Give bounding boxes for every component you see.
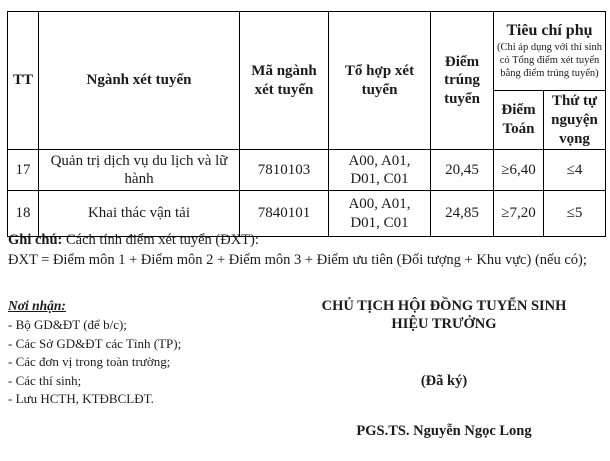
admission-scores-table: [7, 11, 606, 237]
recipients-section: [8, 296, 278, 408]
table-header-row: [8, 12, 606, 91]
cell-thu-tu: ≤4: [544, 150, 606, 191]
cell-diem: 20,45: [431, 150, 494, 191]
signature-title-line2: HIỆU TRƯỞNG: [391, 316, 497, 333]
cell-tt: 17: [8, 150, 39, 191]
cell-nganh: Quản trị dịch vụ du lịch và lữ hành: [39, 150, 240, 191]
col-header-nganh: Ngành xét tuyển: [39, 12, 240, 150]
cell-thu-tu: ≤5: [544, 191, 606, 237]
signature-title-line1: CHỦ TỊCH HỘI ĐỒNG TUYỂN SINH: [321, 298, 567, 314]
cell-to-hop: A00, A01, D01, C01: [329, 191, 431, 237]
table-row: [8, 191, 606, 237]
tieu-chi-phu-note: (Chỉ áp dụng với thí sinh có Tổng điểm xét tuyển bằng điểm trúng tuyển): [497, 41, 603, 79]
recipient-item: - Các Sở GD&ĐT các Tỉnh (TP);: [8, 335, 182, 351]
col-header-diem-trung-tuyen: Điểm trúng tuyển: [431, 12, 494, 150]
col-header-ma-nganh: Mã ngành xét tuyển: [240, 12, 329, 150]
cell-diem-toan: ≥7,20: [494, 191, 544, 237]
cell-ma-nganh: 7810103: [240, 150, 329, 191]
cell-tt: 18: [8, 191, 39, 237]
ghi-chu-text: Cách tính điểm xét tuyển (ĐXT):: [62, 232, 259, 248]
col-header-thu-tu-nguyen-vong: Thứ tự nguyện vọng: [544, 91, 606, 150]
cell-nganh: Khai thác vận tải: [39, 191, 240, 237]
col-header-diem-toan: Điểm Toán: [494, 91, 544, 150]
cell-ma-nganh: 7840101: [240, 191, 329, 237]
notes-line-1: [8, 231, 606, 251]
cell-to-hop: A00, A01, D01, C01: [329, 150, 431, 191]
recipient-item: - Lưu HCTH, KTĐBCLĐT.: [8, 390, 154, 406]
table-row: [8, 150, 606, 191]
col-header-to-hop: Tổ hợp xét tuyển: [329, 12, 431, 150]
cell-diem-toan: ≥6,40: [494, 150, 544, 191]
notes-section: [8, 231, 606, 270]
recipient-item: - Các đơn vị trong toàn trường;: [8, 354, 171, 370]
recipient-item: - Các thí sinh;: [8, 372, 82, 388]
cell-diem: 24,85: [431, 191, 494, 237]
signature-section: [283, 297, 605, 440]
signer-name: PGS.TS. Nguyễn Ngọc Long: [356, 423, 532, 440]
recipient-item: - Bộ GD&ĐT (để b/c);: [8, 317, 127, 333]
notes-formula: ĐXT = Điểm môn 1 + Điểm môn 2 + Điểm môn 3 + Điểm ưu tiên (Đối tượng + Khu vực) (nếu có);: [8, 251, 587, 268]
ghi-chu-label: Ghi chú:: [8, 232, 63, 248]
recipients-title: Nơi nhận:: [8, 298, 66, 313]
col-header-tt: TT: [8, 12, 39, 150]
col-header-tieu-chi-phu: [494, 12, 606, 91]
signed-note: (Đã ký): [420, 373, 468, 390]
tieu-chi-phu-title: Tiêu chí phụ: [506, 22, 593, 40]
